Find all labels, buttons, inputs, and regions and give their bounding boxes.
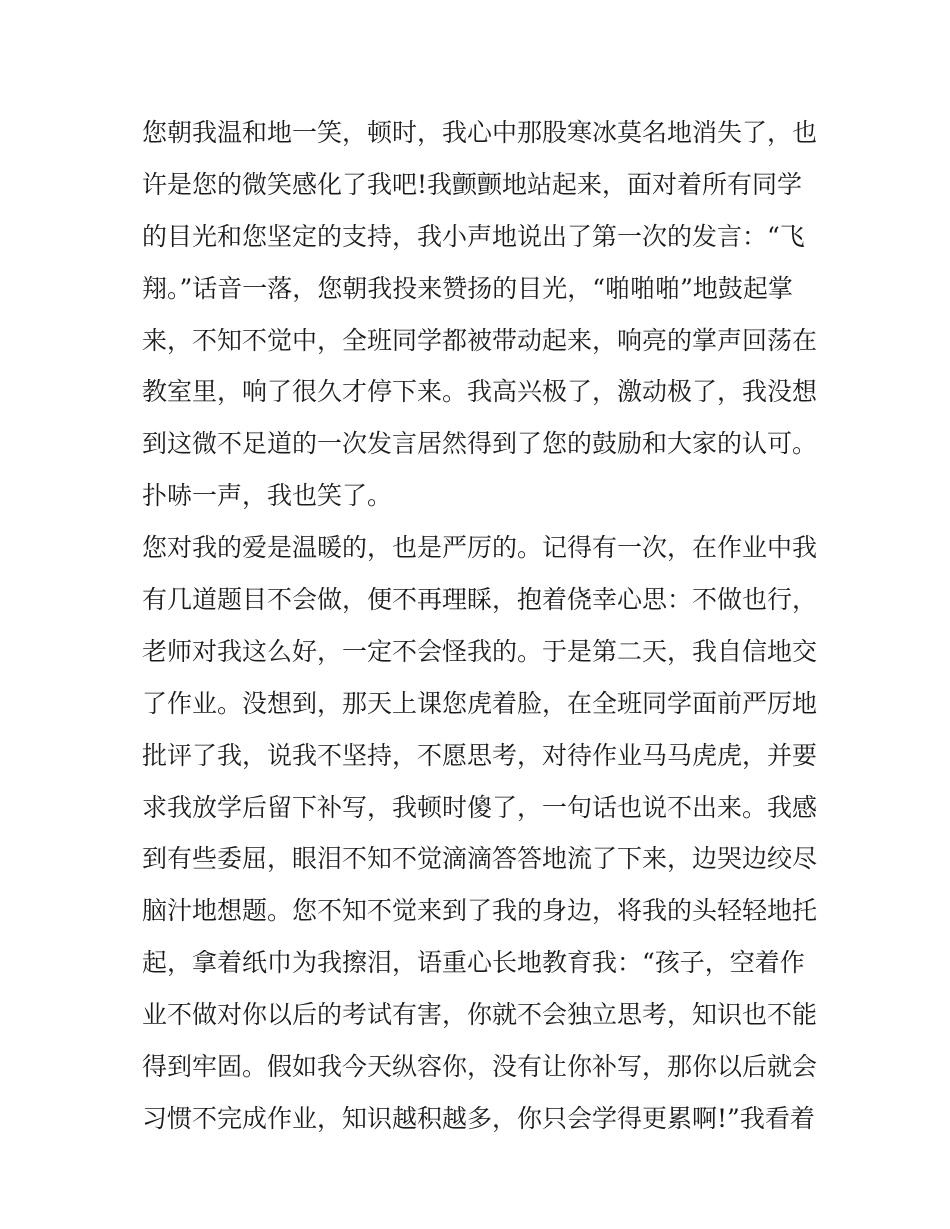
- text-line: 起，拿着纸巾为我擦泪，语重心长地教育我：“孩子，空着作: [142, 948, 805, 978]
- text-line: 扑哧一声，我也笑了。: [142, 481, 393, 511]
- text-line: 老师对我这么好，一定不会怪我的。于是第二天，我自信地交: [142, 636, 818, 666]
- text-line: 得到牢固。假如我今天纵容你，没有让你补写，那你以后就会: [142, 1052, 818, 1082]
- text-line: 来，不知不觉中，全班同学都被带动起来，响亮的掌声回荡在: [142, 325, 818, 355]
- text-line: 到这微不足道的一次发言居然得到了您的鼓励和大家的认可。: [142, 429, 818, 459]
- essay-body: [142, 107, 822, 1145]
- text-line: 许是您的微笑感化了我吧!我颤颤地站起来，面对着所有同学: [142, 169, 803, 199]
- text-line: 业不做对你以后的考试有害，你就不会独立思考，知识也不能: [142, 1000, 818, 1030]
- text-line: 的目光和您坚定的支持，我小声地说出了第一次的发言：“飞: [142, 221, 805, 251]
- text-line: 翔。”话音一落，您朝我投来赞扬的目光，“啪啪啪”地鼓起掌: [142, 273, 793, 303]
- text-line: 您朝我温和地一笑，顿时，我心中那股寒冰莫名地消失了，也: [142, 118, 818, 147]
- text-line: 教室里，响了很久才停下来。我高兴极了，激动极了，我没想: [142, 377, 818, 407]
- text-line: 批评了我，说我不坚持，不愿思考，对待作业马马虎虎，并要: [142, 740, 818, 770]
- text-line: 求我放学后留下补写，我顿时傻了，一句话也说不出来。我感: [142, 792, 818, 822]
- text-line: 到有些委屈，眼泪不知不觉滴滴答答地流了下来，边哭边绞尽: [142, 844, 818, 874]
- text-line: 您对我的爱是温暖的，也是严厉的。记得有一次，在作业中我: [142, 533, 818, 563]
- text-line: 脑汁地想题。您不知不觉来到了我的身边，将我的头轻轻地托: [142, 896, 818, 926]
- text-line: 了作业。没想到，那天上课您虎着脸，在全班同学面前严厉地: [142, 688, 818, 718]
- text-line: 有几道题目不会做，便不再理睬，抱着侥幸心思：不做也行，: [142, 585, 818, 615]
- text-line: 习惯不完成作业，知识越积越多，你只会学得更累啊!”我看着: [142, 1103, 815, 1133]
